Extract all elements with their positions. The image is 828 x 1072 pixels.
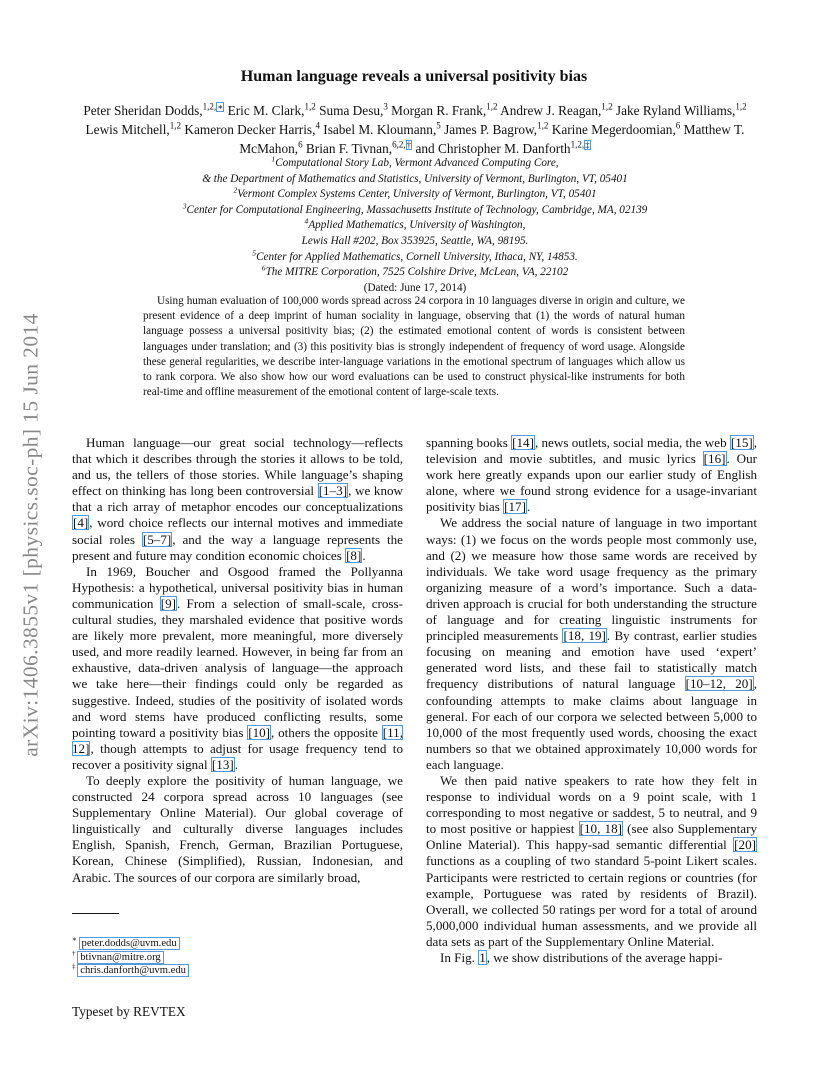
citation-link[interactable]: [14]: [512, 435, 534, 450]
citation-link[interactable]: [11, 12]: [72, 724, 403, 756]
email-link[interactable]: btivnan@mitre.org: [80, 951, 161, 963]
email-link[interactable]: chris.danforth@uvm.edu: [80, 965, 186, 977]
affiliations: $^1$Computational Story Lab, Vermont Advanced Computing Core, & the Department of Mathematics and Statistics, University of Vermont, Burlington, VT, 05401 $^2$Vermont Complex Systems Center, University of Vermont, Burlington, VT, 05401 $^3$Center for Computational Engineering, Massachusetts Institute of Technology, Cambridge, MA, 02139 $^4$Applied Mathematics, University of Washington, Lewis Hall #202, Box 353925, Seattle, WA, 98195. $^5$Center for Applied Mathematics, Cornell University, Ithaca, NY, 14853. $^6$The MITRE Corporation, 7525 Colshire Drive, McLean, VA, 22102 (Dated: June 17, 2014): [182, 154, 648, 294]
typeset-note: Typeset by REVTEX: [72, 1004, 186, 1019]
citation-link[interactable]: [17]: [504, 499, 526, 515]
citation-link[interactable]: [9]: [160, 595, 177, 611]
footnote: ∗ peter.dodds@uvm.edu: [72, 935, 177, 949]
footnote-rule: [72, 913, 119, 914]
citation-link[interactable]: [4]: [73, 515, 89, 531]
citation-link[interactable]: [10, 18]: [579, 821, 622, 837]
citation-link[interactable]: [10–12, 20]: [685, 676, 753, 692]
citation-link[interactable]: [18, 19]: [563, 628, 606, 644]
author-list: Peter Sheridan Dodds,$^{1,2,∗}$ Eric M. Clark,$^{1,2}$ Suma Desu,$^3$ Morgan R. Frank,$^{1,2}$ Andrew J. Reagan,$^{1,2}$ Jake Ryland Williams,$^{1,2}$ Lewis Mitchell,$^{1,2}$ Kameron Decker Harris,$^4$ Isabel M. Kloumann,$^5$ James P. Bagrow,$^{1,2}$ Karine Megerdoomian,$^6$ Matthew T. McMahon,$^6$ Brian F. Tivnan,$^{6,2,\dagger}$ and Christopher M. Danforth$^{1,2,\ddagger}$: [83, 101, 747, 156]
citation-link[interactable]: [5–7]: [142, 531, 172, 547]
citation-link[interactable]: [10]: [248, 724, 271, 740]
citation-link[interactable]: [8]: [346, 547, 362, 563]
footnotes: [72, 937, 188, 978]
footnote: ‡ chris.danforth@uvm.edu: [72, 962, 186, 977]
paper-title: Human language reveals a universal positivity bias: [240, 68, 588, 85]
citation-link[interactable]: [16]: [703, 451, 726, 467]
footnote: † btivnan@mitre.org: [72, 949, 161, 963]
citation-link[interactable]: [15]: [730, 435, 753, 450]
body-column-left: Human language—our great social technology—reflects that which it describes through the stories it allows to be told, and us, the tellers of those stories. While language’s shaping effect on thinking has long been controversial [1–3], we know that a rich array of metaphor encodes our conceptualizations [4], word choice reflects our internal motives and immediate social roles [5–7], and the way a language represents the present and future may condition economic choices [8]. In 1969, Boucher and Osgood framed the Pollyanna Hypothesis: a hypothetical, universal positivity bias in human communication [9]. From a selection of small-scale, cross-cultural studies, they marshaled evidence that positive words are likely more prevalent, more meaningful, more diversely used, and more readily learned. However, in being far from an exhaustive, data-driven analysis of language—the approach we take here—their findings could only be regarded as suggestive. Indeed, studies of the positivity of isolated words and word stems have produced conflicting results, some pointing toward a positivity bias [10], others the opposite [11, 12], though attempts to adjust for usage frequency tend to recover a positivity signal [13]. To deeply explore the positivity of human language, we constructed 24 corpora spread across 10 languages (see Supplementary Online Material). Our global coverage of linguistically and culturally diverse languages includes English, Spanish, French, German, Brazilian Portuguese, Korean, Chinese (Simplified), Russian, Indonesian, and Arabic. The sources of our corpora are similarly broad,: [72, 435, 404, 885]
citation-link[interactable]: ‡: [585, 139, 590, 150]
citation-link[interactable]: [13]: [211, 756, 234, 772]
email-link[interactable]: peter.dodds@uvm.edu: [81, 938, 177, 949]
abstract: Using human evaluation of 100,000 words spread across 24 corpora in 10 languages diverse in origin and culture, we present evidence of a deep imprint of human sociality in language, observing that (1) the words of natural human language possess a universal positivity bias; (2) the estimated emotional content of words is consistent between languages under translation; and (3) this positivity bias is strongly independent of frequency of word usage. Alongside these general regularities, we describe inter-language variations in the emotional spectrum of languages which allow us to rank corpora. We also show how our word evaluations can be used to construct physical-like instruments for both real-time and offline measurement of the emotional content of large-scale texts.: [143, 295, 685, 399]
citation-link[interactable]: †: [406, 139, 412, 150]
arxiv-stamp: arXiv:1406.3855v1 [physics.soc-ph] 15 Jun 2014: [18, 312, 43, 757]
citation-link[interactable]: 1: [479, 950, 486, 965]
citation-link[interactable]: [1–3]: [318, 483, 348, 499]
body-column-right: spanning books [14], news outlets, social media, the web [15], television and movie subtitles, and music lyrics [16]. Our work here greatly expands upon our earlier study of English alone, where we found strong evidence for a usage-invariant positivity bias [17]. We address the social nature of language in two important ways: (1) we focus on the words people most commonly use, and (2) we measure how those same words are received by individuals. We take word usage frequency as the primary organizing measure of a word’s importance. Such a data-driven approach is crucial for both understanding the structure of language and for creating linguistic instruments for principled measurements [18, 19]. By contrast, earlier studies focusing on meaning and emotion have used ‘expert’ generated word lists, and these fail to statistically match frequency distributions of natural language [10–12, 20], confounding attempts to make claims about language in general. For each of our corpora we selected between 5,000 to 10,000 of the most frequently used words, choosing the exact numbers so that we obtained approximately 10,000 words for each language. We then paid native speakers to rate how they felt in response to individual words on a 9 point scale, with 1 corresponding to most negative or saddest, 5 to neutral, and 9 to most positive or happiest [10, 18] (see also Supplementary Online Material). This happy-sad semantic differential [20] functions as a coupling of two standard 5-point Likert scales. Participants were restricted to certain regions or countries (for example, Portuguese was rated by residents of Brazil). Overall, we collected 50 ratings per word for a total of around 5,000,000 individual human assessments, and we provide all data sets as part of the Supplementary Online Material. In Fig. 1, we show distributions of the average happi-: [426, 435, 758, 965]
citation-link[interactable]: ∗: [217, 101, 224, 112]
citation-link[interactable]: [20]: [734, 837, 756, 853]
